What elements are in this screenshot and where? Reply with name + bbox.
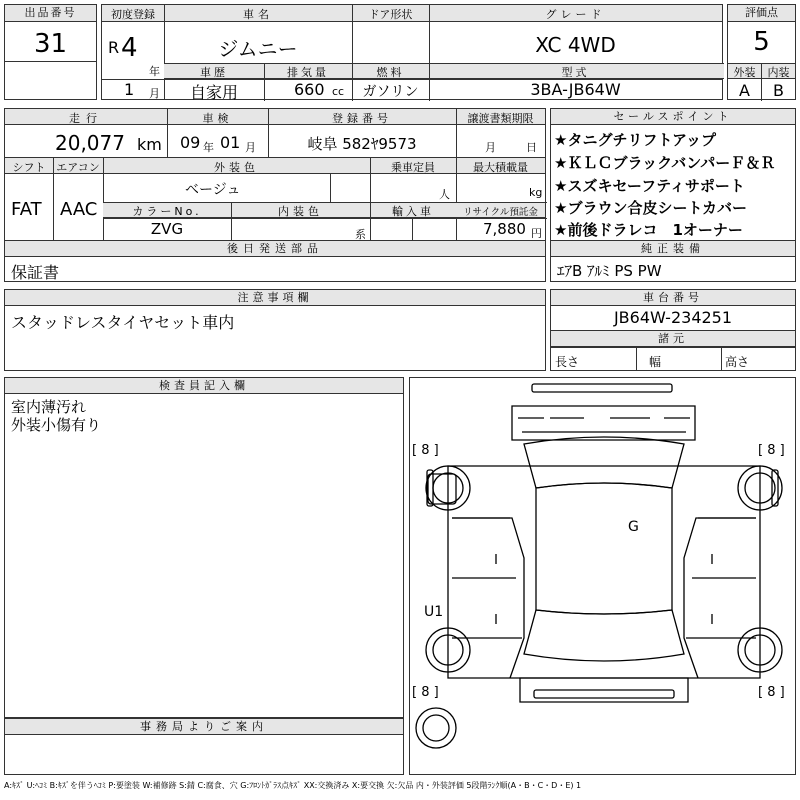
- color-no-label: カラーNo.: [132, 205, 202, 218]
- lot-number: 31: [33, 29, 68, 59]
- history-value: 自家用: [189, 83, 238, 102]
- recycle-label: リサイクル預託金: [463, 207, 538, 218]
- tire-mark-rr: [ 8 ]: [758, 685, 785, 700]
- fuel-label: 燃料: [376, 66, 405, 79]
- lot-label: 出品番号: [5, 5, 96, 22]
- office-box: [4, 718, 404, 775]
- first-reg-month-unit: 月: [149, 87, 160, 100]
- tire-mark-fl: [ 8 ]: [412, 443, 439, 458]
- grade-label: グレード: [545, 8, 606, 21]
- later-parts-label: 後日発送部品: [5, 241, 545, 257]
- length-label: 長さ: [555, 355, 580, 369]
- transfer-label: 譲渡書類期限: [467, 112, 534, 125]
- first-reg-era: R: [108, 38, 120, 57]
- grade-value: XC 4WD: [535, 33, 616, 57]
- aircon-value: AAC: [60, 199, 98, 220]
- inspector-label: 検査員記入欄: [5, 378, 403, 394]
- inspection-year-unit: 年: [203, 141, 214, 154]
- displacement-value: 660: [294, 80, 325, 99]
- registration-label: 登録番号: [332, 112, 392, 125]
- max-load-unit: kg: [529, 186, 543, 199]
- later-parts-value: 保証書: [11, 263, 60, 282]
- exterior-color-value: ベージュ: [185, 182, 241, 198]
- score-value: 5: [753, 27, 770, 57]
- sales-point-item: ★スズキセーフティサポート: [554, 177, 745, 195]
- int-label: 内装: [767, 66, 790, 79]
- first-reg-year: 4: [121, 33, 138, 63]
- sales-point-item: ★前後ドラレコ 1オーナー: [554, 221, 743, 239]
- history-label: 車歴: [200, 66, 228, 79]
- score-box: [727, 4, 796, 100]
- inspector-box: [4, 377, 404, 718]
- width-label: 幅: [649, 355, 662, 369]
- model-value: 3BA-JB64W: [530, 80, 621, 99]
- max-load-label: 最大積載量: [473, 161, 528, 174]
- registration-value: 岐阜 582ﾔ9573: [307, 135, 417, 153]
- tire-mark-rl: [ 8 ]: [412, 685, 439, 700]
- lot-box: [4, 4, 97, 100]
- import-label: 輸入車: [392, 205, 434, 218]
- first-reg-year-unit: 年: [149, 65, 160, 78]
- inspection-month: 01: [220, 133, 241, 152]
- aircon-label: エアコン: [56, 161, 100, 174]
- transfer-day-unit: 日: [526, 141, 537, 154]
- damage-mark-u1: U1: [424, 604, 444, 620]
- dimensions-label: 諸元: [551, 331, 795, 347]
- inspection-label: 車検: [202, 112, 233, 125]
- equipment-value: ｴｱB ｱﾙﾐ PS PW: [557, 262, 662, 280]
- first-reg-month: 1: [124, 80, 135, 99]
- int-score: B: [773, 81, 784, 100]
- recycle-value: 7,880: [483, 220, 526, 238]
- score-label: 評価点: [728, 5, 795, 22]
- sales-point-item: ★タニグチリフトアップ: [554, 131, 716, 149]
- car-name-label: 車名: [243, 8, 273, 21]
- car-diagram-box: [409, 377, 796, 775]
- displacement-unit: cc: [332, 85, 345, 98]
- fuel-value: ガソリン: [362, 84, 419, 100]
- vehicle-info-box: [101, 4, 723, 100]
- door-label: ドア形状: [368, 8, 413, 21]
- color-no-value: ZVG: [150, 220, 184, 238]
- mileage-unit: km: [137, 135, 162, 154]
- height-label: 高さ: [725, 355, 750, 369]
- sales-points-box: [550, 108, 796, 241]
- inspection-year: 09: [180, 133, 201, 152]
- chassis-label: 車台番号: [551, 290, 795, 306]
- sales-point-item: ★ＫＬＣブラックバンパーＦ＆Ｒ: [554, 154, 776, 172]
- exterior-color-label: 外装色: [214, 161, 259, 174]
- shift-label: シフト: [12, 161, 46, 174]
- sales-points-label: セールスポイント: [551, 109, 795, 125]
- inspector-line: 室内薄汚れ: [11, 398, 87, 416]
- interior-color-unit: 系: [355, 228, 366, 241]
- inspection-month-unit: 月: [245, 141, 256, 154]
- later-parts-box: [4, 240, 546, 282]
- mileage-label: 走行: [69, 112, 103, 125]
- first-reg-label: 初度登録: [111, 8, 155, 21]
- inspector-line: 外装小傷有り: [11, 416, 102, 434]
- ext-label: 外装: [733, 66, 756, 79]
- notes-label: 注意事項欄: [5, 290, 545, 306]
- detail-box: [4, 108, 546, 241]
- legend-text: A:ｷｽﾞ U:ﾍｺﾐ B:ｷｽﾞを伴うﾍｺﾐ P:要塗装 W:補修跡 S:錆 C:腐食、穴 G:ﾌﾛﾝﾄｶﾞﾗｽ点ｷｽﾞ XX:交換済み X:要交換 欠:欠品 内・外装評価 5段階ﾗﾝｸ順(A・B・C・D・E) 1: [4, 781, 582, 790]
- car-diagram: [410, 378, 797, 776]
- shift-value: FAT: [11, 199, 42, 220]
- recycle-unit: 円: [531, 227, 542, 240]
- chassis-box: [550, 289, 796, 371]
- car-name: ジムニー: [218, 37, 298, 61]
- equipment-box: [550, 240, 796, 282]
- chassis-value: JB64W-234251: [613, 308, 733, 327]
- equipment-label: 純正装備: [551, 241, 795, 257]
- notes-value: スタッドレスタイヤセット車内: [11, 313, 235, 332]
- sales-point-item: ★ブラウン合皮シートカバー: [554, 199, 747, 217]
- model-label: 型式: [561, 66, 590, 79]
- notes-box: [4, 289, 546, 371]
- damage-mark-g: G: [628, 519, 639, 535]
- transfer-month-unit: 月: [485, 141, 496, 154]
- displacement-label: 排気量: [287, 66, 329, 79]
- office-label: 事務局よりご案内: [5, 719, 403, 735]
- tire-mark-fr: [ 8 ]: [758, 443, 785, 458]
- mileage-value: 20,077: [55, 131, 125, 155]
- capacity-unit: 人: [439, 188, 450, 201]
- capacity-label: 乗車定員: [391, 161, 435, 174]
- interior-color-label: 内装色: [278, 205, 323, 218]
- ext-score: A: [739, 81, 750, 100]
